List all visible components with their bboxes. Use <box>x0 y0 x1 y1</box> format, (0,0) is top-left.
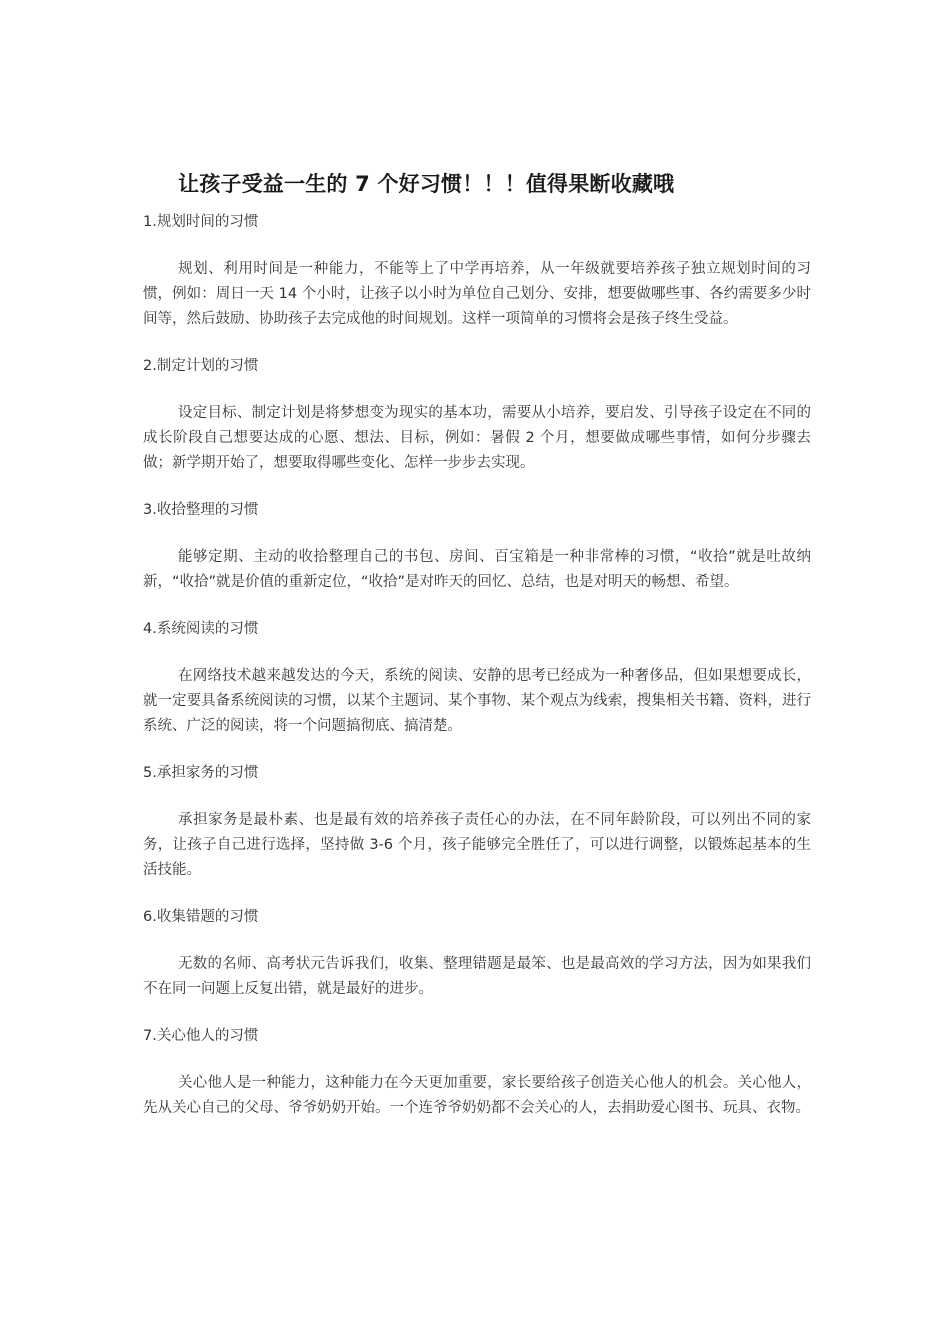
section-4 <box>143 620 811 739</box>
section-heading: 2.制定计划的习惯 <box>143 358 259 374</box>
section-paragraph: 能够定期、主动的收拾整理自己的书包、房间、百宝箱是一种非常棒的习惯，“收拾”就是吐故纳新，“收拾”就是价值的重新定位，“收拾”是对昨天的回忆、总结，也是对明天的畅想、希望。 <box>143 549 811 590</box>
document-title: 让孩子受益一生的 7 个好习惯！！！值得果断收藏哦 <box>178 172 675 196</box>
section-heading: 6.收集错题的习惯 <box>143 909 259 925</box>
section-paragraph: 关心他人是一种能力，这种能力在今天更加重要，家长要给孩子创造关心他人的机会。关心他人，先从关心自己的父母、爷爷奶奶开始。一个连爷爷奶奶都不会关心的人，去捐助爱心图书、玩具、衣物。 <box>143 1075 811 1116</box>
section-paragraph: 承担家务是最朴素、也是最有效的培养孩子责任心的办法，在不同年龄阶段，可以列出不同的家务，让孩子自己进行选择，坚持做 3-6 个月，孩子能够完全胜任了，可以进行调整，以锻炼起基本的生活技能。 <box>143 812 811 878</box>
section-heading: 5.承担家务的习惯 <box>143 765 259 781</box>
section-heading: 3.收拾整理的习惯 <box>143 502 259 518</box>
section-paragraph: 设定目标、制定计划是将梦想变为现实的基本功，需要从小培养，要启发、引导孩子设定在不同的成长阶段自己想要达成的心愿、想法、目标，例如：暑假 2 个月，想要做成哪些事情，如何分步骤去做；新学期开始了，想要取得哪些变化、怎样一步步去实现。 <box>143 405 811 471</box>
section-paragraph: 在网络技术越来越发达的今天，系统的阅读、安静的思考已经成为一种奢侈品，但如果想要成长，就一定要具备系统阅读的习惯，以某个主题词、某个事物、某个观点为线索，搜集相关书籍、资料，进行系统、广泛的阅读，将一个问题搞彻底、搞清楚。 <box>143 668 811 734</box>
section-heading: 7.关心他人的习惯 <box>143 1028 259 1044</box>
section-7 <box>143 1027 811 1121</box>
section-5 <box>143 764 811 883</box>
section-heading: 4.系统阅读的习惯 <box>143 621 259 637</box>
section-paragraph: 无数的名师、高考状元告诉我们，收集、整理错题是最笨、也是最高效的学习方法，因为如果我们不在同一问题上反复出错，就是最好的进步。 <box>143 956 811 997</box>
document-page <box>143 165 811 1146</box>
section-heading: 1.规划时间的习惯 <box>143 214 259 230</box>
section-2 <box>143 357 811 476</box>
section-paragraph: 规划、利用时间是一种能力，不能等上了中学再培养，从一年级就要培养孩子独立规划时间的习惯，例如：周日一天 14 个小时，让孩子以小时为单位自己划分、安排，想要做哪些事、各约需要多少时间等，然后鼓励、协助孩子去完成他的时间规划。这样一项简单的习惯将会是孩子终生受益。 <box>143 261 811 327</box>
section-1 <box>143 213 811 332</box>
section-6 <box>143 908 811 1002</box>
section-3 <box>143 501 811 595</box>
